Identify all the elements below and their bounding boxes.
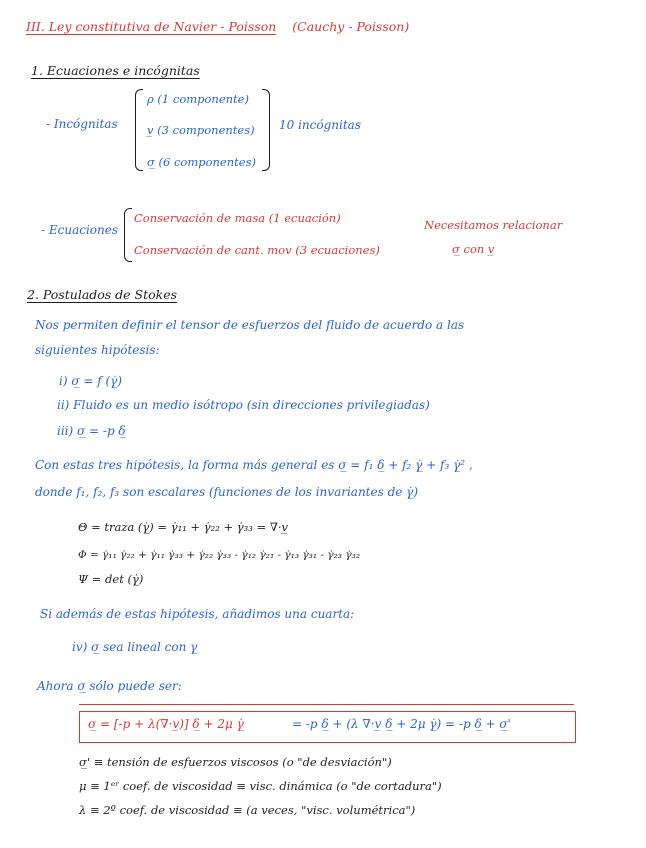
- incognitas-label: - Incógnitas: [46, 117, 118, 131]
- invariant-psi: Ψ = det (γ̲̇): [78, 572, 144, 586]
- hypothesis-2: ii) Fluido es un medio isótropo (sin direcciones privilegiadas): [57, 398, 430, 412]
- incognita-item: v̲ (3 componentes): [147, 123, 255, 137]
- definition-lambda: λ ≡ 2º coef. de viscosidad ≡ (a veces, "visc. volumétrica"): [79, 803, 416, 817]
- title-text: III. Ley constitutiva de Navier - Poisson: [26, 19, 277, 34]
- page-title: [26, 19, 409, 34]
- section-1-heading: 1. Ecuaciones e incógnitas: [31, 63, 200, 78]
- ecuaciones-left-brace: [124, 208, 132, 262]
- incognita-item: σ̲ (6 componentes): [147, 155, 256, 169]
- subtitle-text: (Cauchy - Poisson): [292, 19, 410, 34]
- ecuaciones-label: - Ecuaciones: [41, 223, 119, 237]
- invariant-phi: Φ = γ̇₁₁ γ̇₂₂ + γ̇₁₁ γ̇₃₃ + γ̇₂₂ γ̇₃₃ - γ̇₁₂ γ̇₂₁ - γ̇₁₃ γ̇₃₁ - γ̇₂₃ γ̇₃₂: [78, 549, 361, 561]
- equation-left: σ̲ = [-p + λ(∇·v̲)] δ̲ + 2μ γ̲̇: [88, 717, 244, 731]
- definition-sigma-prime: σ̲' ≡ tensión de esfuerzos viscosos (o "de desviación"): [79, 755, 392, 769]
- section-2-heading: 2. Postulados de Stokes: [27, 287, 178, 302]
- ecuacion-item: Conservación de masa (1 ecuación): [134, 211, 341, 225]
- definition-mu: μ ≡ 1ᵉʳ coef. de viscosidad ≡ visc. dinámica (o "de cortadura"): [79, 779, 442, 793]
- fourth-hypothesis-intro: Si además de estas hipótesis, añadimos una cuarta:: [40, 607, 355, 621]
- incognitas-right-brace: [262, 89, 270, 171]
- general-line-2: donde f₁, f₂, f₃ son escalares (funciones de los invariantes de γ̲̇): [35, 485, 419, 499]
- hypothesis-4: iv) σ̲ sea lineal con γ̲: [72, 640, 198, 654]
- general-line-1: Con estas tres hipótesis, la forma más general es σ̲ = f₁ δ̲ + f₂ γ̲̇ + f₃ γ̲̇² ,: [35, 458, 473, 472]
- now-line: Ahora σ̲ sólo puede ser:: [37, 679, 182, 693]
- incognitas-total: 10 incógnitas: [279, 118, 361, 132]
- note-line-1: Necesitamos relacionar: [424, 218, 563, 232]
- hypothesis-3: iii) σ̲ = -p δ̲: [57, 424, 126, 438]
- equation-right: = -p δ̲ + (λ ∇·v̲ δ̲ + 2μ γ̲̇) = -p δ̲ + σ̲': [292, 717, 511, 731]
- incognita-item: ρ (1 componente): [147, 92, 249, 106]
- equation-box-top-line: [79, 704, 574, 705]
- intro-line-2: siguientes hipótesis:: [35, 343, 160, 357]
- note-line-2: σ̲ con v̲: [452, 242, 495, 256]
- invariant-theta: Θ = traza (γ̲̇) = γ̇₁₁ + γ̇₂₂ + γ̇₃₃ = ∇·v̲: [78, 520, 289, 534]
- ecuacion-item: Conservación de cant. mov (3 ecuaciones): [134, 243, 380, 257]
- incognitas-left-brace: [135, 89, 143, 171]
- intro-line-1: Nos permiten definir el tensor de esfuerzos del fluido de acuerdo a las: [35, 318, 465, 332]
- hypothesis-1: i) σ̲ = f (γ̲̇): [59, 374, 122, 388]
